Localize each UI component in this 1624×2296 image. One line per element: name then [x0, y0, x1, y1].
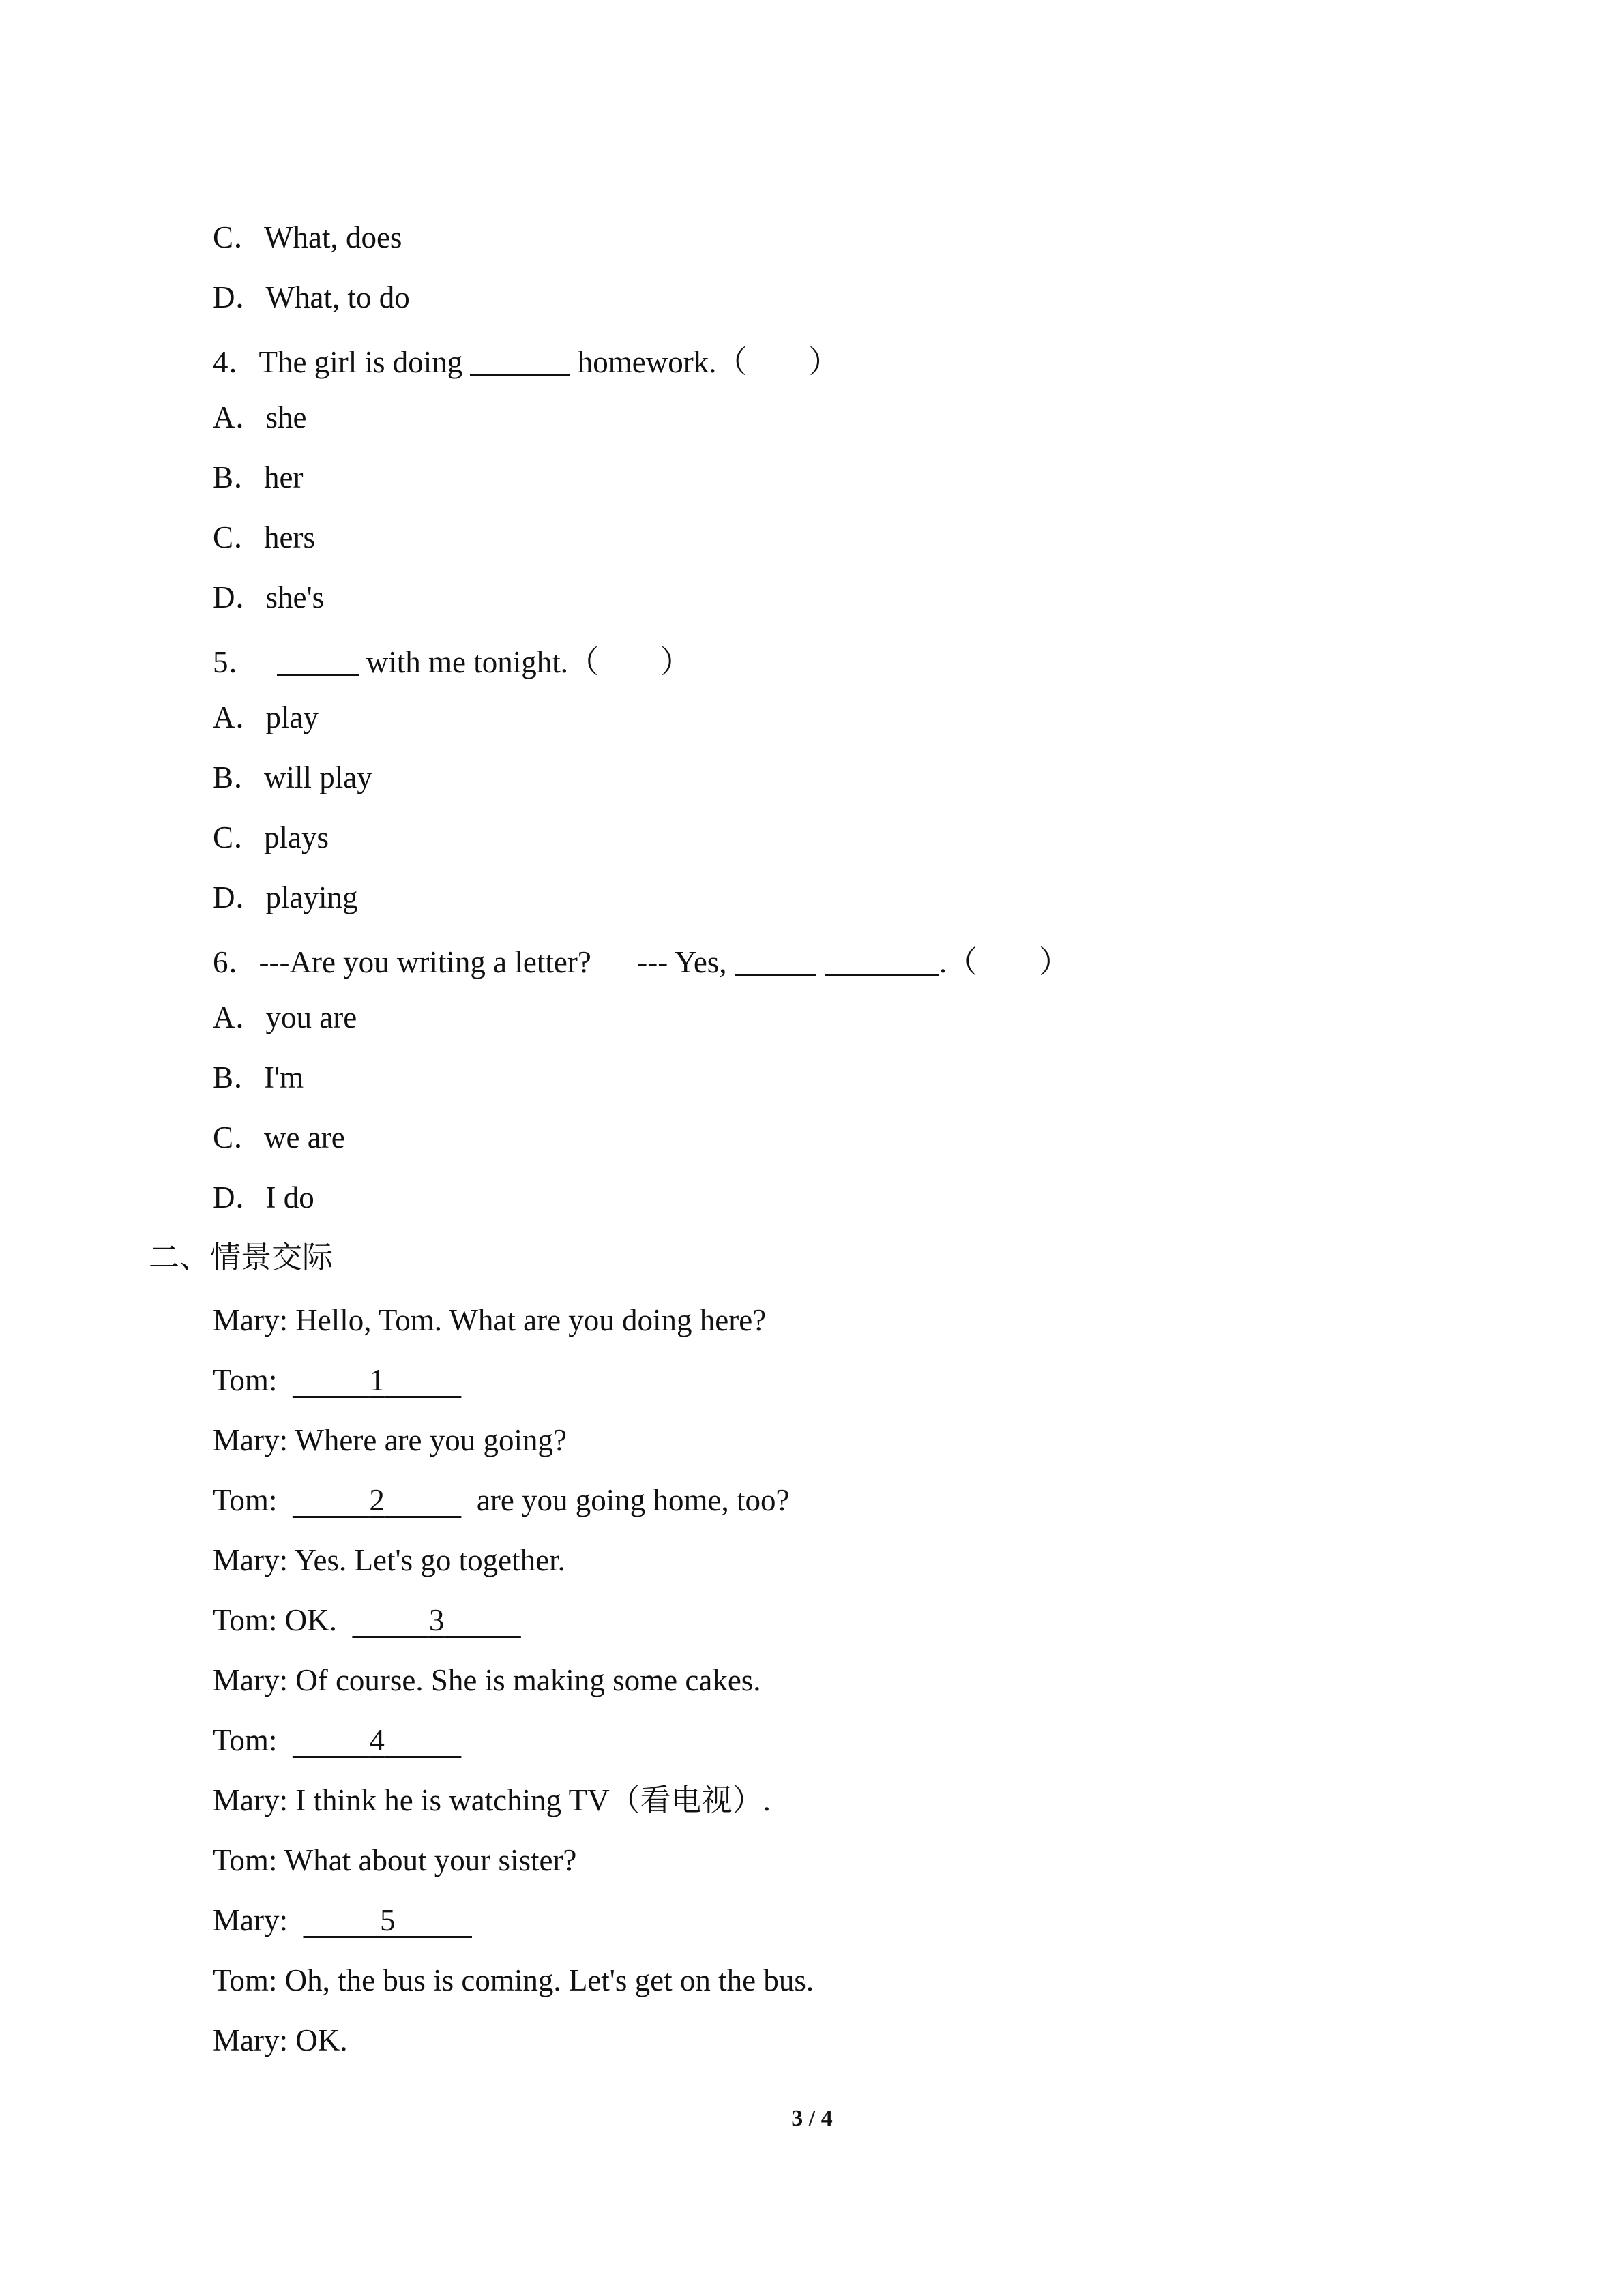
dialogue-line: Tom: Oh, the bus is coming. Let's get on the bus. [213, 1963, 814, 1997]
dialogue-speaker: Tom: [213, 1483, 293, 1517]
dialogue-blank [303, 1901, 472, 1939]
q4-option-a: A．she [213, 400, 307, 434]
dialogue-blank [352, 1601, 521, 1639]
page-number: 3 / 4 [791, 2106, 833, 2131]
q5-option-b: B．will play [213, 760, 372, 794]
dialogue-line: Mary: Where are you going? [213, 1423, 567, 1457]
blank-number: 1 [369, 1363, 385, 1397]
dialogue-line [213, 1361, 461, 1399]
dialogue-line: Mary: Hello, Tom. What are you doing here? [213, 1303, 767, 1337]
q4-stem-after: homework.（ ） [570, 345, 840, 379]
dialogue-blank [293, 1481, 462, 1519]
q6-stem-after: .（ ） [939, 945, 1070, 979]
q6-answer-blank-2 [825, 942, 939, 976]
dialogue-line: Mary: I think he is watching TV（看电视）. [213, 1783, 771, 1817]
blank-number: 4 [369, 1723, 385, 1757]
q6-option-d: D．I do [213, 1180, 314, 1214]
q5-stem-after: with me tonight.（ ） [358, 645, 692, 679]
q6-stem [213, 938, 1069, 981]
dialogue-after: are you going home, too? [461, 1483, 790, 1517]
q4-option-d: D．she's [213, 580, 325, 614]
dialogue-speaker: Tom: [213, 1363, 293, 1397]
blank-number: 2 [369, 1483, 385, 1517]
q4-option-b: B．her [213, 460, 304, 494]
q3-option-c: C．What, does [213, 220, 402, 254]
q6-answer-blank-1 [735, 942, 816, 976]
q5-option-a: A．play [213, 700, 319, 734]
dialogue-line: Mary: Yes. Let's go together. [213, 1543, 565, 1577]
dialogue-speaker: Tom: [213, 1723, 293, 1757]
dialogue-blank [293, 1361, 462, 1399]
q6-option-a: A．you are [213, 1000, 357, 1034]
dialogue-line [213, 1721, 461, 1759]
q4-stem [213, 338, 839, 381]
dialogue-blank [293, 1721, 462, 1759]
dialogue-line [213, 1901, 472, 1939]
q5-option-c: C．plays [213, 820, 329, 854]
dialogue-line: Mary: Of course. She is making some cakes. [213, 1663, 761, 1697]
q5-stem-before: 5． [213, 645, 259, 679]
q5-option-d: D．playing [213, 880, 358, 914]
dialogue-line: Tom: What about your sister? [213, 1843, 577, 1877]
section-heading: 二、情景交际 [149, 1240, 334, 1274]
dialogue-line: Mary: OK. [213, 2023, 348, 2057]
dialogue-line [213, 1601, 521, 1639]
q4-stem-before: 4．The girl is doing [213, 345, 471, 379]
q5-stem [213, 638, 691, 681]
q4-option-c: C．hers [213, 520, 315, 554]
q6-option-c: C．we are [213, 1120, 345, 1154]
q6-option-b: B．I'm [213, 1060, 304, 1094]
dialogue-line [213, 1481, 790, 1519]
dialogue-speaker: Tom: OK. [213, 1603, 353, 1637]
q3-option-d: D．What, to do [213, 280, 410, 314]
q4-answer-blank [470, 342, 570, 376]
q6-stem-before: 6．---Are you writing a letter? --- Yes, [213, 945, 735, 979]
blank-number: 3 [428, 1603, 445, 1637]
q5-answer-blank [277, 642, 359, 676]
dialogue-speaker: Mary: [213, 1903, 304, 1937]
blank-number: 5 [379, 1903, 396, 1937]
